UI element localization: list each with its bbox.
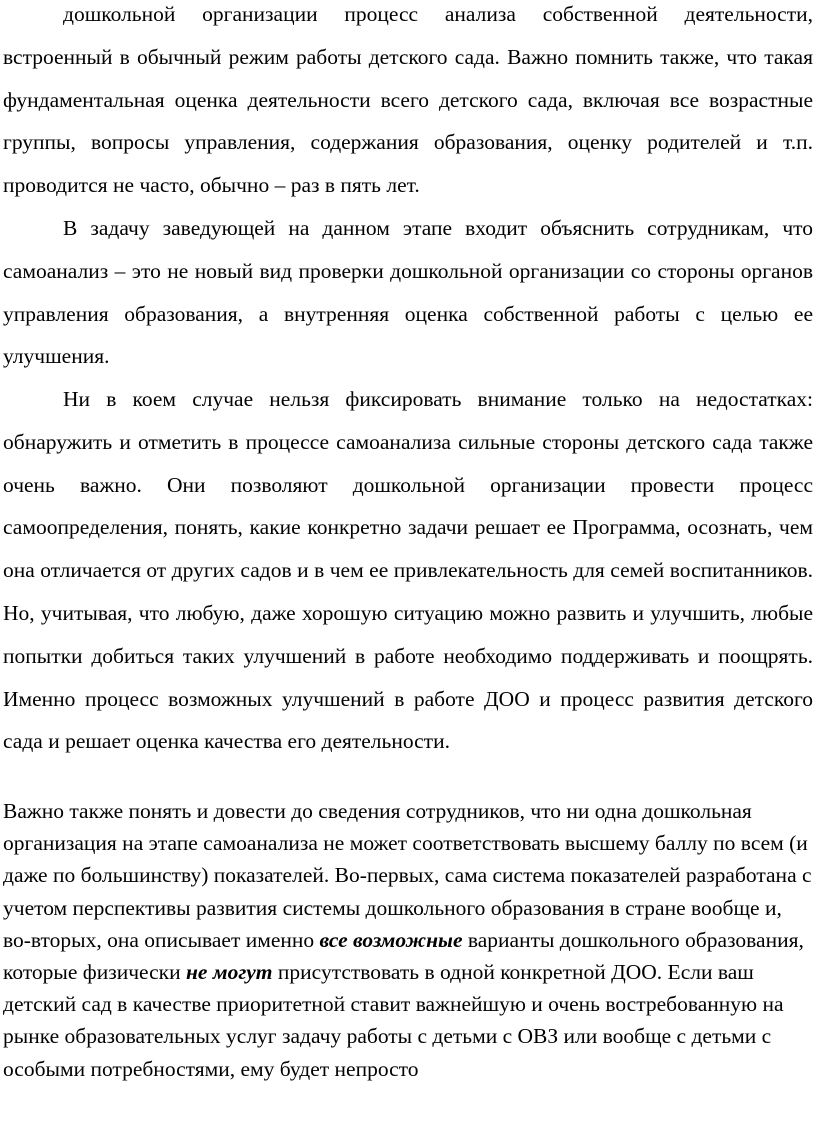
emphasis-cannot: не могут (186, 960, 273, 985)
paragraph-strengths: Ни в коем случае нельзя фиксировать внимание только на недостатках: обнаружить и отметить в процессе самоанализа сильные стороны детского сада также очень важно. Они позволяют дошкольной организации провести процесс самоопределения, понять, какие конкретно задачи решает ее Программа, осознать, чем она отличается от других садов и в чем ее привлекательность для семей воспитанников. Но, учитывая, что любую, даже хорошую ситуацию можно развить и улучшить, любые попытки добиться таких улучшений в работе необходимо поддерживать и поощрять. Именно процесс возможных улучшений в работе ДОО и процесс развития детского сада и решает оценка качества его деятельности. (3, 387, 813, 754)
text-segment: присутствовать в одной конкретной ДОО. Если ваш детский сад в качестве приоритетной ставит важнейшую и очень востребованную на рынке образовательных услуг задачу работы с детьми с ОВЗ или вообще с детьми с особыми потребностями, ему будет непросто (3, 960, 784, 1081)
paragraph-indicators (3, 795, 813, 1085)
paragraph-head-task: В задачу заведующей на данном этапе входит объяснить сотрудникам, что самоанализ – это не новый вид проверки дошкольной организации со стороны органов управления образования, а внутренняя оценка собственной работы с целью ее улучшения. (3, 216, 813, 369)
text-segment: Важно также понять и довести до сведения сотрудников, что ни одна дошкольная организация на этапе самоанализа не может соответствовать высшему баллу по всем (и даже по большинству) показателей. Во-первых, сама система показателей разработана с учетом перспективы развития системы дошкольного образования в стране вообще и, во-вторых, она описывает именно (3, 799, 812, 952)
emphasis-all-possible: все возможные (319, 927, 463, 952)
text-segment: варианты дошкольного образования, которые физически (3, 927, 804, 985)
paragraph-continuation: дошкольной организации процесс анализа собственной деятельности, встроенный в обычный режим работы детского сада. Важно помнить также, что такая фундаментальная оценка деятельности всего детского сада, включая все возрастные группы, вопросы управления, содержания образования, оценку родителей и т.п. проводится не часто, обычно – раз в пять лет. (3, 2, 813, 198)
